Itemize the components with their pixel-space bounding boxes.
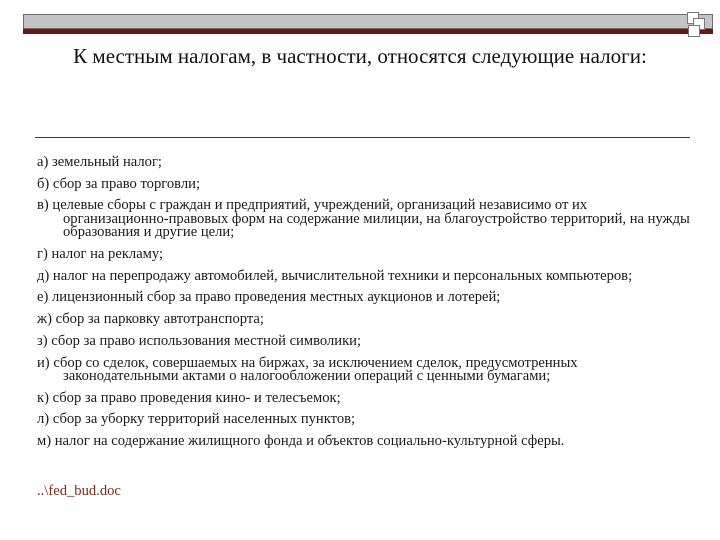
list-item: к) сбор за право проведения кино- и телесъемок; xyxy=(37,389,341,406)
header-band xyxy=(23,14,713,29)
list-item: е) лицензионный сбор за право проведения местных аукционов и лотерей; xyxy=(37,289,501,306)
list-item: в) целевые сборы с граждан и предприятий, учреждений, организаций независимо от их организационно-правовых форм на содержание милиции, на благоустройство территорий, на нужды образования и другие цели; xyxy=(37,197,690,241)
slide-title: К местным налогам, в частности, относятся следующие налоги: xyxy=(73,44,647,68)
header-accent-rule xyxy=(23,29,713,34)
document-link[interactable]: ..\fed_bud.doc xyxy=(37,483,121,499)
list-item: а) земельный налог; xyxy=(37,154,162,170)
decor-square xyxy=(688,25,700,37)
list-item: л) сбор за уборку территорий населенных пунктов; xyxy=(37,411,356,428)
corner-squares-decoration xyxy=(687,8,709,38)
list-item: д) налог на перепродажу автомобилей, вычислительной техники и персональных компьютеров; xyxy=(37,267,633,284)
list-item: з) сбор за право использования местной символики; xyxy=(37,332,362,349)
list-item: и) сбор со сделок, совершаемых на биржах, за исключением сделок, предусмотренных законодательными актами о налогообложении операций с ценными бумагами; xyxy=(37,354,578,384)
list-item: ж) сбор за парковку автотранспорта; xyxy=(37,311,264,328)
list-item: б) сбор за право торговли; xyxy=(37,175,201,192)
list-item: г) налог на рекламу; xyxy=(37,246,164,263)
list-item: м) налог на содержание жилищного фонда и объектов социально-культурной сферы. xyxy=(37,433,565,450)
tax-list xyxy=(37,156,692,457)
title-divider xyxy=(35,137,690,138)
